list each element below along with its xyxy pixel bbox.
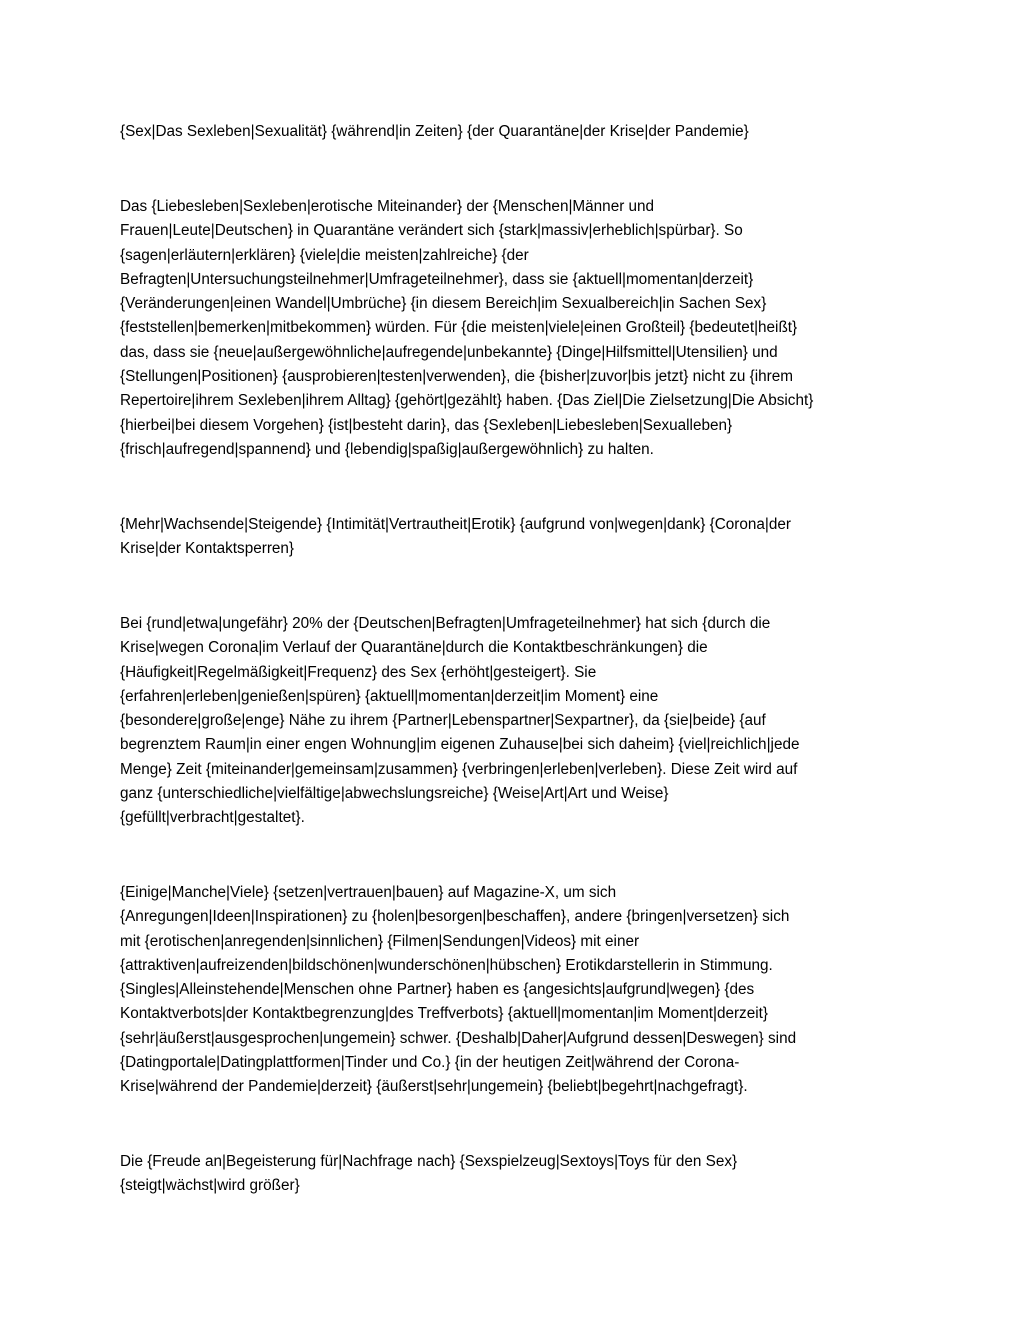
- paragraph-love-life-changes: Das {Liebesleben|Sexleben|erotische Miteinander} der {Menschen|Männer und Frauen|Leute|Deutschen} in Quarantäne verändert sich {stark|massiv|erheblich|spürbar}. So {sagen|erläutern|erklären} {viele|die meisten|zahlreiche} {der Befragten|Untersuchungsteilnehmer|Umfrageteilnehmer}, dass sie {aktuell|momentan|derzeit} {Veränderungen|einen Wandel|Umbrüche} {in diesem Bereich|im Sexualbereich|in Sachen Sex} {feststellen|bemerken|mitbekommen} würden. Für {die meisten|viele|einen Großteil} {bedeutet|heißt} das, dass sie {neue|außergewöhnliche|aufregende|unbekannte} {Dinge|Hilfsmittel|Utensilien} und {Stellungen|Positionen} {ausprobieren|testen|verwenden}, die {bisher|zuvor|bis jetzt} nicht zu {ihrem Repertoire|ihrem Sexleben|ihrem Alltag} {gehört|gezählt} haben. {Das Ziel|Die Zielsetzung|Die Absicht} {hierbei|bei diesem Vorgehen} {ist|besteht darin}, das {Sexleben|Liebesleben|Sexualleben} {frisch|aufregend|spannend} und {lebendig|spaßig|außergewöhnlich} zu halten.: [120, 198, 814, 458]
- paragraph-frequency-increase: Bei {rund|etwa|ungefähr} 20% der {Deutschen|Befragten|Umfrageteilnehmer} hat sich {durch die Krise|wegen Corona|im Verlauf der Quarantäne|durch die Kontaktbeschränkungen} die {Häufigkeit|Regelmäßigkeit|Frequenz} des Sex {erhöht|gesteigert}. Sie {erfahren|erleben|genießen|spüren} {aktuell|momentan|derzeit|im Moment} eine {besondere|große|enge} Nähe zu ihrem {Partner|Lebenspartner|Sexpartner}, da {sie|beide} {auf begrenztem Raum|in einer engen Wohnung|im eigenen Zuhause|bei sich daheim} {viel|reichlich|jede Menge} Zeit {miteinander|gemeinsam|zusammen} {verbringen|erleben|verleben}. Diese Zeit wird auf ganz {unterschiedliche|vielfältige|abwechslungsreiche} {Weise|Art|Art und Weise} {gefüllt|verbracht|gestaltet}.: [120, 615, 800, 827]
- heading-sexuality-during-quarantine: {Sex|Das Sexleben|Sexualität} {während|in Zeiten} {der Quarantäne|der Krise|der Pandemie}: [120, 123, 749, 140]
- heading-sex-toys-demand: Die {Freude an|Begeisterung für|Nachfrage nach} {Sexspielzeug|Sextoys|Toys für den Sex} {steigt|wächst|wird größer}: [120, 1153, 738, 1195]
- paragraph-magazines-and-dating: {Einige|Manche|Viele} {setzen|vertrauen|bauen} auf Magazine-X, um sich {Anregungen|Ideen|Inspirationen} zu {holen|besorgen|beschaffen}, andere {bringen|versetzen} sich mit {erotischen|anregenden|sinnlichen} {Filmen|Sendungen|Videos} mit einer {attraktiven|aufreizenden|bildschönen|wunderschönen|hübschen} Erotikdarstellerin in Stimmung. {Singles|Alleinstehende|Menschen ohne Partner} haben es {angesichts|aufgrund|wegen} {des Kontaktverbots|der Kontaktbegrenzung|des Treffverbots} {aktuell|momentan|im Moment|derzeit} {sehr|äußerst|ausgesprochen|ungemein} schwer. {Deshalb|Daher|Aufgrund dessen|Deswegen} sind {Datingportale|Datingplattformen|Tinder und Co.} {in der heutigen Zeit|während der Corona- Krise|während der Pandemie|derzeit} {äußerst|sehr|ungemein} {beliebt|begehrt|nachgefragt}.: [120, 884, 797, 1096]
- heading-more-intimacy: {Mehr|Wachsende|Steigende} {Intimität|Vertrautheit|Erotik} {aufgrund von|wegen|dank} {Corona|der Krise|der Kontaktsperren}: [120, 516, 792, 558]
